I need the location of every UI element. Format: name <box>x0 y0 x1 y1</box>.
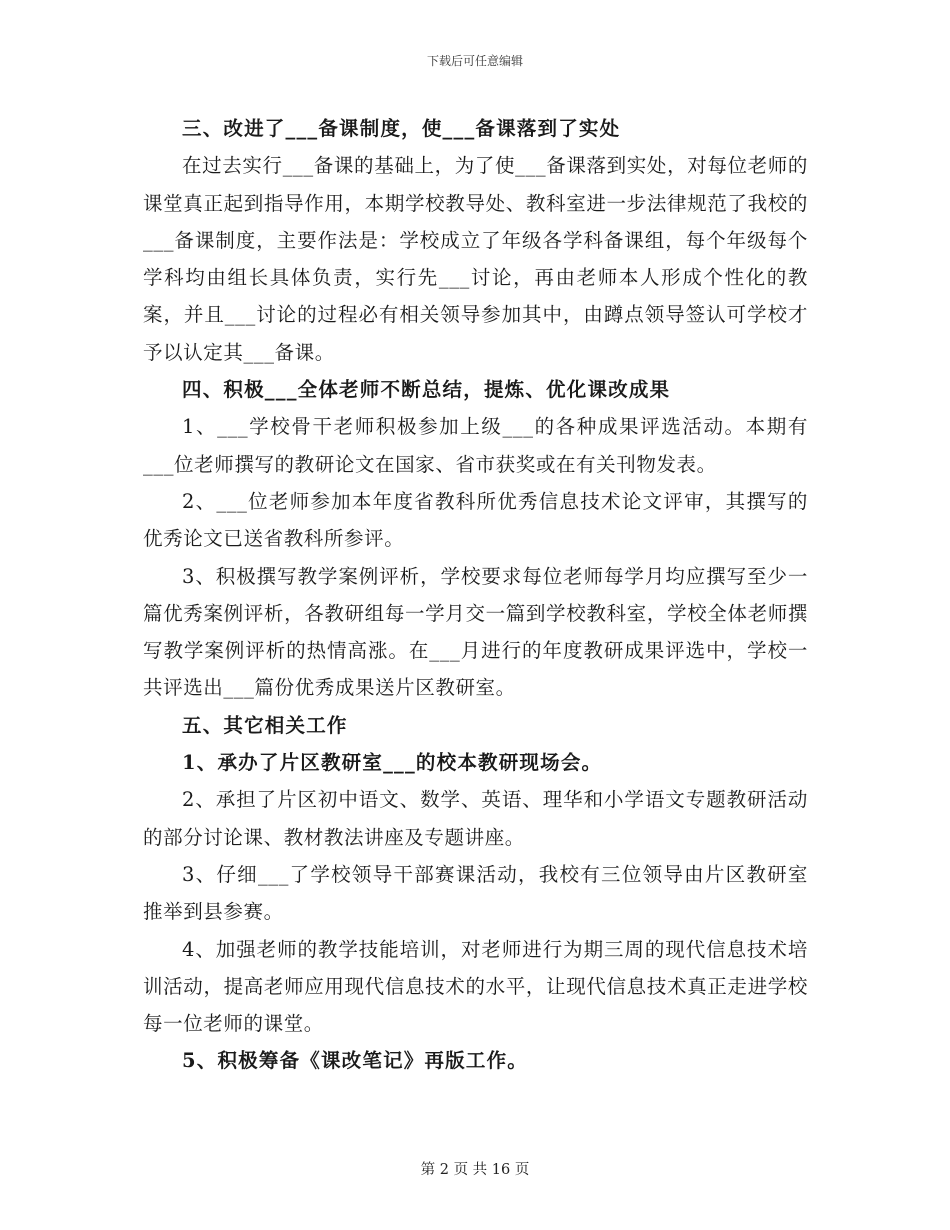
paragraph: 2、承担了片区初中语文、数学、英语、理华和小学语文专题教研活动的部分讨论课、教材教法讲座及专题讲座。 <box>143 788 808 849</box>
list-item-heading: 5、积极筹备《课改笔记》再版工作。 <box>182 1049 528 1073</box>
page-number: 第 2 页 共 16 页 <box>420 1162 530 1178</box>
section-heading-5: 五、其它相关工作 <box>182 713 348 737</box>
section-heading-4: 四、积极___全体老师不断总结，提炼、优化课改成果 <box>182 378 671 402</box>
paragraph: 在过去实行___备课的基础上，为了使___备课落到实处，对每位老师的课堂真正起到指导作用，本期学校教导处、教科室进一步法律规范了我校的___备课制度，主要作法是：学校成立了年级各学科备课组，每个年级每个学科均由组长具体负责，实行先___讨论，再由老师本人形成个性化的教案，并且___讨论的过程必有相关领导参加其中，由蹲点领导签认可学校才予以认定其___备课。 <box>143 154 808 364</box>
page-header-note: 下载后可任意编辑 <box>426 54 523 68</box>
paragraph: 2、___位老师参加本年度省教科所优秀信息技术论文评审，其撰写的优秀论文已送省教科所参评。 <box>143 489 808 551</box>
section-heading-3: 三、改进了___备课制度，使___备课落到了实处 <box>182 117 621 140</box>
paragraph: 3、仔细___了学校领导干部赛课活动，我校有三位领导由片区教研室推举到县参赛。 <box>143 862 808 924</box>
document-body <box>143 110 808 1080</box>
list-item-heading: 1、承办了片区教研室___的校本教研现场会。 <box>182 751 603 775</box>
paragraph: 4、加强老师的教学技能培训，对老师进行为期三周的现代信息技术培训活动，提高老师应用现代信息技术的水平，让现代信息技术真正走进学校每一位老师的课堂。 <box>143 937 808 1036</box>
paragraph: 1、___学校骨干老师积极参加上级___的各种成果评选活动。本期有___位老师撰写的教研论文在国家、省市获奖或在有关刊物发表。 <box>143 415 808 476</box>
paragraph: 3、积极撰写教学案例评析，学校要求每位老师每学月均应撰写至少一篇优秀案例评析，各教研组每一学月交一篇到学校教科室，学校全体老师撰写教学案例评析的热情高涨。在___月进行的年度教研成果评选中，学校一共评选出___篇份优秀成果送片区教研室。 <box>143 564 808 700</box>
